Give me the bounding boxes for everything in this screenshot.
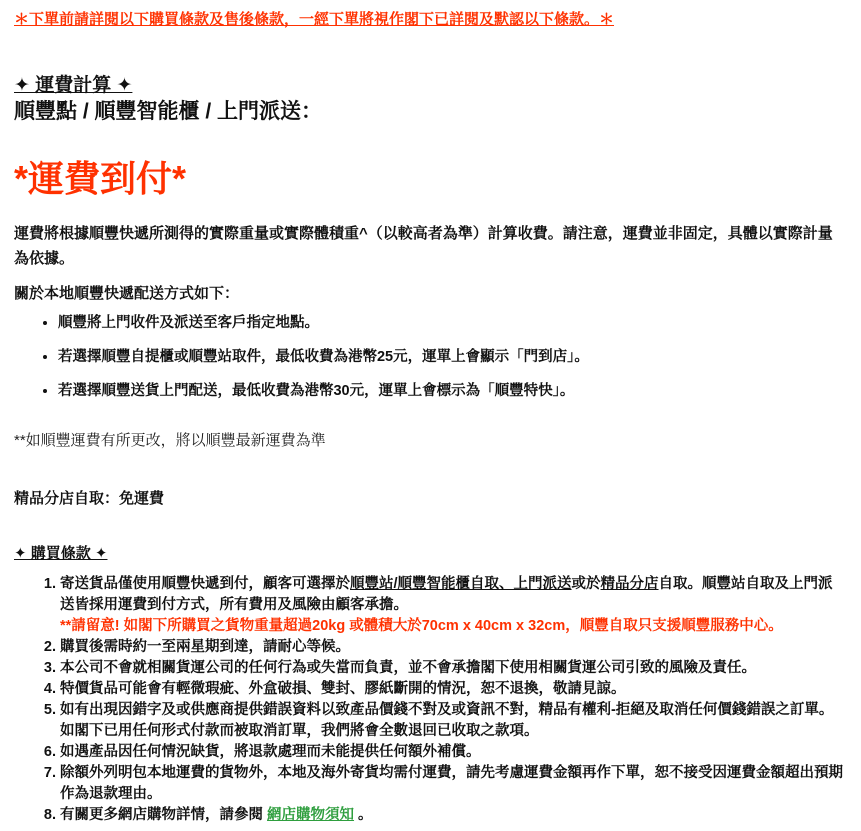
fee-change-note: **如順豐運費有所更改，將以順豐最新運費為準: [14, 432, 326, 449]
list-item: 3. 本公司不會就相關貨運公司的任何行為或失當而負責，並不會承擔閣下使用相關貨運公司引致的風險及責任。: [60, 658, 847, 679]
list-item: 4. 特價貨品可能會有輕微瑕疵、外盒破損、雙封、膠紙斷開的情況，恕不退換，敬請見諒。: [60, 679, 847, 700]
list-item: 7. 除額外列明包本地運費的貨物外，本地及海外寄貨均需付運費，請先考慮運費金額再作下單，恕不接受因運費金額超出預期作為退款理由。: [60, 763, 847, 805]
term-text: 自取。順豐站自取及上門派送皆採用運費到付方式，所有費用及風險由顧客承擔。: [60, 576, 833, 613]
purchase-terms-heading: ✦ 購買條款 ✦: [14, 545, 108, 562]
term-text: 有關更多網店購物詳情，請參閱: [60, 807, 268, 823]
shipping-calc-heading: ✦ 運費計算 ✦: [14, 75, 133, 96]
shipping-methods-subheading: 順豐點 / 順豐智能櫃 / 上門派送：: [14, 100, 323, 123]
list-item: • 若選擇順豐送貨上門配送，最低收費為港幣30元，運單上會標示為「順豐特快」。: [58, 380, 847, 402]
delivery-options-list: [14, 312, 847, 402]
list-item: [60, 574, 847, 637]
term-text: 。: [354, 807, 373, 823]
term-text-underlined: 精品分店: [600, 576, 659, 592]
term-text: 寄送貨品僅使用順豐快遞到付，顧客可選擇於: [60, 576, 350, 592]
shipping-fee-intro: 運費將根據順豐快遞所測得的實際重量或實際體積重^（以較高者為準）計算收費。請注意，運費並非固定，具體以實際計量為依據。: [14, 225, 833, 267]
shop-guide-link[interactable]: 網店購物須知: [267, 807, 355, 823]
term-text-underlined: 順豐站/順豐智能櫃自取、上門派送: [350, 576, 572, 592]
store-pickup-note: 精品分店自取：免運費: [14, 490, 165, 507]
list-item: [60, 805, 847, 826]
freight-collect-title: *運費到付*: [14, 158, 187, 199]
list-item: • 順豐將上門收件及派送至客戶指定地點。: [58, 312, 847, 334]
list-item: 6. 如遇產品因任何情況缺貨，將退款處理而未能提供任何額外補償。: [60, 742, 847, 763]
list-item: • 若選擇順豐自提櫃或順豐站取件，最低收費為港幣25元，運單上會顯示「門到店」。: [58, 346, 847, 368]
top-notice: ＊下單前請詳閱以下購買條款及售後條款，一經下單將視作閣下已詳閱及默認以下條款。＊: [14, 11, 615, 28]
list-item: 5. 如有出現因錯字及或供應商提供錯誤資料以致產品價錢不對及或資訊不對，精品有權利-拒絕及取消任何價錢錯誤之訂單。如閣下已用任何形式付款而被取消訂單，我們將會全數退回已收取之款項。: [60, 700, 847, 742]
delivery-methods-intro: 關於本地順豐快遞配送方式如下：: [14, 285, 240, 302]
weight-limit-warning: **請留意! 如閣下所購買之貨物重量超過20kg 或體積大於70cm x 40cm x 32cm，順豐自取只支援順豐服務中心。: [60, 618, 783, 634]
list-item: 2. 購買後需時約一至兩星期到達，請耐心等候。: [60, 637, 847, 658]
purchase-terms-list: [14, 574, 847, 826]
term-text: 或於: [571, 576, 601, 592]
